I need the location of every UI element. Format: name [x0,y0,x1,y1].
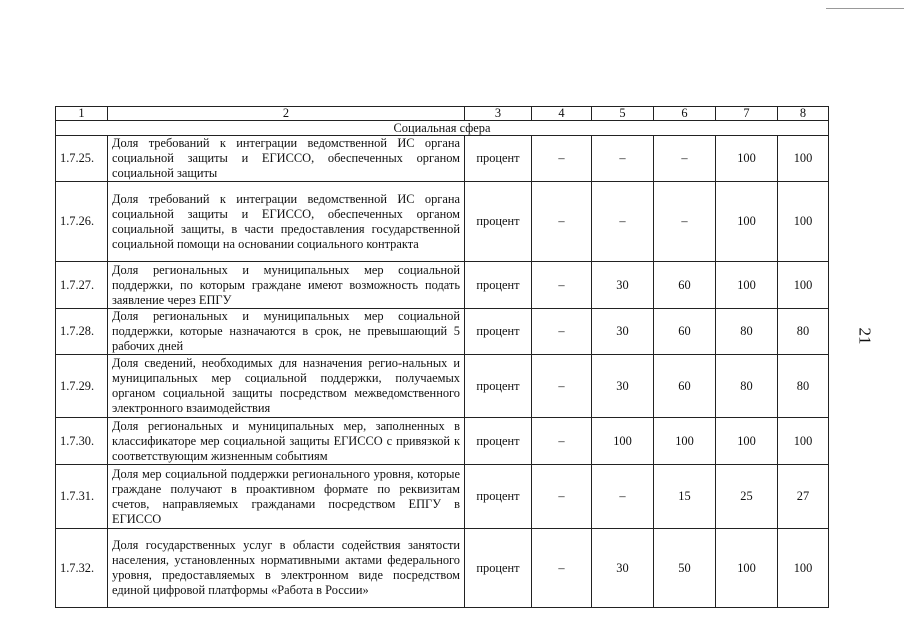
row-value-7: 100 [716,262,778,309]
page-number: 21 [855,327,875,345]
row-value-5: – [592,465,654,529]
row-value-6: 60 [654,309,716,355]
section-title: Социальная сфера [56,121,829,136]
table-row [56,262,829,309]
row-value-6: – [654,182,716,262]
row-value-5: 30 [592,309,654,355]
row-value-8: 80 [778,355,829,418]
row-number: 1.7.29. [56,355,108,418]
row-value-7: 100 [716,136,778,182]
row-description: Доля требований к интеграции ведомственной ИС органа социальной защиты и ЕГИССО, обеспеченных органом социальной защиты [108,136,465,182]
row-description: Доля сведений, необходимых для назначения регио-нальных и муниципальных мер социальной поддержки, получаемых органом социальной защиты посредством межведомственного электронного взаимодействия [108,355,465,418]
row-value-7: 100 [716,418,778,465]
row-value-5: 30 [592,262,654,309]
row-number: 1.7.31. [56,465,108,529]
row-value-7: 25 [716,465,778,529]
table-row [56,182,829,262]
table-row [56,529,829,608]
header-row [56,107,829,121]
row-value-4: – [532,309,592,355]
row-number: 1.7.26. [56,182,108,262]
row-value-8: 27 [778,465,829,529]
row-value-7: 80 [716,355,778,418]
header-cell-2: 2 [108,107,465,121]
table-row [56,418,829,465]
row-value-8: 100 [778,182,829,262]
row-unit: процент [465,465,532,529]
row-description: Доля региональных и муниципальных мер социальной поддержки, по которым граждане имеют возможность подать заявление через ЕПГУ [108,262,465,309]
row-value-8: 80 [778,309,829,355]
row-description: Доля требований к интеграции ведомственной ИС органа социальной защиты и ЕГИССО, обеспеченных органом социальной защиты, в части предоставления государственной социальной помощи на основании социального контракта [108,182,465,262]
row-description: Доля мер социальной поддержки регионального уровня, которые граждане получают в проактивном формате по реквизитам счетов, направляемых гражданами посредством ЕПГУ в ЕГИССО [108,465,465,529]
row-value-4: – [532,418,592,465]
row-value-7: 100 [716,529,778,608]
row-number: 1.7.28. [56,309,108,355]
header-cell-4: 4 [532,107,592,121]
header-cell-7: 7 [716,107,778,121]
row-number: 1.7.25. [56,136,108,182]
row-value-8: 100 [778,418,829,465]
row-value-7: 100 [716,182,778,262]
row-unit: процент [465,136,532,182]
row-description: Доля региональных и муниципальных мер социальной поддержки, которые назначаются в срок, не превышающий 5 рабочих дней [108,309,465,355]
row-number: 1.7.30. [56,418,108,465]
row-value-6: 100 [654,418,716,465]
row-unit: процент [465,418,532,465]
row-description: Доля региональных и муниципальных мер, заполненных в классификаторе мер социальной защиты ЕГИССО с привязкой к соответствующим жизненным событиям [108,418,465,465]
row-value-4: – [532,182,592,262]
header-cell-3: 3 [465,107,532,121]
row-value-5: 100 [592,418,654,465]
row-value-4: – [532,355,592,418]
row-value-7: 80 [716,309,778,355]
row-value-5: 30 [592,529,654,608]
row-value-6: 60 [654,355,716,418]
row-number: 1.7.32. [56,529,108,608]
row-value-4: – [532,262,592,309]
row-value-6: 50 [654,529,716,608]
row-unit: процент [465,262,532,309]
table-row [56,309,829,355]
indicators-table [55,106,829,608]
row-unit: процент [465,529,532,608]
row-value-5: 30 [592,355,654,418]
row-value-6: 60 [654,262,716,309]
row-value-4: – [532,465,592,529]
row-value-8: 100 [778,136,829,182]
row-value-8: 100 [778,262,829,309]
row-number: 1.7.27. [56,262,108,309]
row-unit: процент [465,355,532,418]
scan-edge-line [826,8,904,9]
row-value-6: 15 [654,465,716,529]
row-value-5: – [592,136,654,182]
row-value-4: – [532,136,592,182]
table-row [56,465,829,529]
row-description: Доля государственных услуг в области содействия занятости населения, установленных нормативными актами федерального уровня, предоставляемых в электронном виде посредством единой цифровой платформы «Работа в России» [108,529,465,608]
row-value-5: – [592,182,654,262]
table-row [56,136,829,182]
row-value-8: 100 [778,529,829,608]
table-row [56,355,829,418]
row-value-6: – [654,136,716,182]
row-unit: процент [465,309,532,355]
section-row [56,121,829,136]
header-cell-8: 8 [778,107,829,121]
row-unit: процент [465,182,532,262]
header-cell-6: 6 [654,107,716,121]
header-cell-5: 5 [592,107,654,121]
header-cell-1: 1 [56,107,108,121]
row-value-4: – [532,529,592,608]
